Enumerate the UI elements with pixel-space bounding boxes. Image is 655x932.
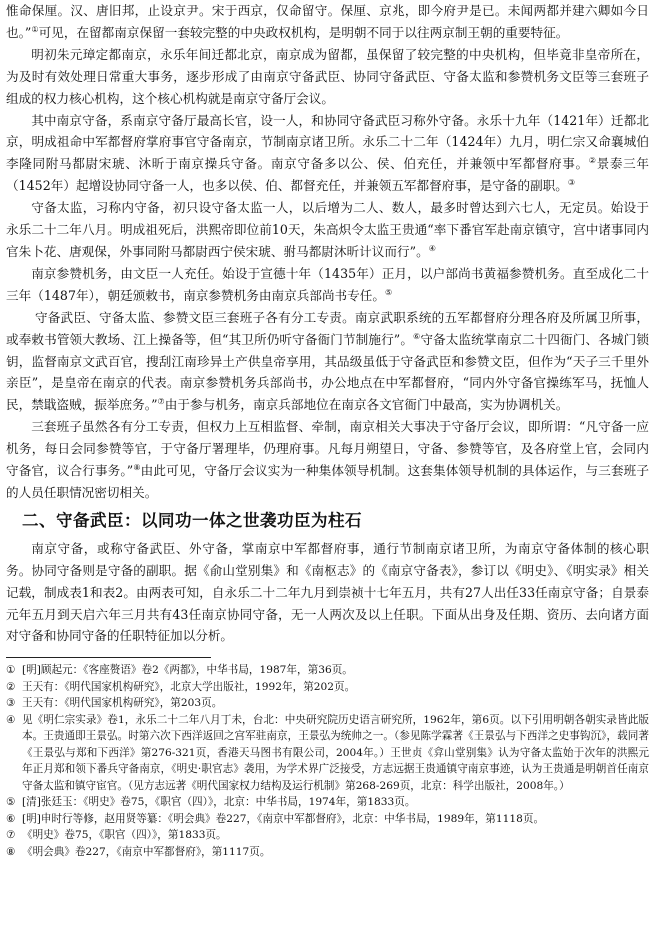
paragraph-list	[6, 0, 649, 504]
footnote-marker[interactable]: ⑤	[385, 287, 393, 297]
footnote-number: ⑤	[6, 796, 16, 809]
paragraph-text: 可见，在留都南京保留一套较完整的中央政权机构，是明朝不同于以往两京制王朝的重要特征。	[38, 24, 569, 40]
paragraph-text: 由此可见，守备厅会议实为一种集体领导机制。这套集体领导机制的具体运作，与三套班子的人员任职情况密切相关。	[6, 463, 649, 500]
paragraph-text: 其中南京守备，系南京守备厅最高长官，设一人，和协同守备武臣习称外守备。永乐十九年（1421年）迁都北京，明成祖命中军都督府掌府事官守备南京，节制南京诸卫所。永乐二十二年（1424年）九月，明仁宗又命襄城伯李隆同附马都尉宋琥、沐昕于南京操兵守备。南京守备多以公、侯、伯充任，并兼领中军都督府事。	[6, 112, 649, 172]
footnote-marker[interactable]: ①	[31, 24, 39, 34]
footnote-text: 见《明仁宗实录》卷1，永乐二十二年八月丁未，台北：中央研究院历史语言研究所，1962年，第6页。以下引用明朝各朝实录皆此版本。王贵通即王景弘。时第六次下西洋返回之宫军驻南京，王景弘为统帅之一。（参见陈学霖著《王景弘与下西洋之史事钩沉》，载同著《王景弘与郑和下西洋》第276-321页，香港天马图书有限公司，2004年。）王世贞《弇山堂别集》认为守备太监始于次年的洪熙元年正月郑和领下番兵守备南京，《明史·职官志》袭用，为学术界广泛接受，方志远据王贵通镇守南京事迹，认为王贵通是明朝首任南京守备太监和镇守宦官。（见方志远著《明代国家权力结构及运行机制》第268-269页，北京：科学出版社，2008年。）	[22, 713, 649, 792]
footnote-text: 王天有：《明代国家机构研究》，北京大学出版社，1992年，第202页。	[22, 680, 356, 693]
paragraph	[6, 307, 649, 417]
paragraph-text: 明初朱元璋定都南京，永乐年间迁都北京，南京成为留都，虽保留了较完整的中央机构，但毕竟非皇帝所在，为及时有效处理日常重大事务，逐步形成了由南京守备武臣、协同守备武臣、守备太监和参赞机务文臣等三套班子组成的权力核心机构，这个核心机构就是南京守备厅会议。	[6, 46, 649, 106]
footnote	[6, 811, 649, 828]
paragraph-text: 守备太监统掌南京二十四衙门、各城门锁钥，监督南京文武百官，搜刮江南珍异土产供皇帝享用，其品级虽低于守备武臣和参赞文臣，但作为“天子三千里外亲臣”，是皇帝在南京的代表。南京参赞机务兵部尚书，办公地点在中军都督府，“同内外守备官操练军马，抚恤人民，禁戢盗贼，振举庶务。”	[6, 331, 649, 413]
footnote-text: [清]张廷玉：《明史》卷75，《职官（四）》，北京：中华书局，1974年，第1833页。	[22, 796, 416, 809]
paragraph	[6, 416, 649, 504]
footnote-text: 王天有：《明代国家机构研究》，第203页。	[22, 697, 223, 710]
paragraph-text: 由于参与机务，南京兵部地位在南京各文官衙门中最高，实为协调机关。	[164, 397, 569, 413]
paragraph-text: 三套班子虽然各有分工专责，但权力上互相监督、牵制，南京相关大事决于守备厅会议，即所谓：“凡守备一应机务，每日会同参赞等官，于守备厅署理毕，仍理府事。凡每月朔望日，守备、参赞等官，及各府堂上官，会同内守备官，议合行事务。”	[6, 419, 649, 479]
footnote	[6, 662, 649, 679]
footnote-number: ⑧	[6, 845, 16, 858]
footnote-text: 《明会典》卷227，《南京中军都督府》，第1117页。	[22, 845, 271, 858]
paragraph-text: 守备武臣、守备太监、参赞文臣三套班子各有分工专责。南京武职系统的五军都督府分理各府及所属卫所事，或奉敕书管领大教场、江上操备等，但“其卫所仍听守备衙门节制施行”。	[6, 309, 649, 347]
footnote-marker[interactable]: ⑧	[133, 462, 141, 472]
paragraph	[6, 110, 649, 198]
footnote-divider	[6, 657, 211, 658]
footnote-marker[interactable]: ⑥	[413, 331, 421, 341]
footnote-text: [明]申时行等修，赵用贤等纂：《明会典》卷227，《南京中军都督府》，北京：中华书局，1989年，第1118页。	[22, 812, 545, 825]
footnote-marker[interactable]: ④	[428, 243, 436, 253]
footnote-text: [明]顾起元：《客座赘语》卷2《两都》，中华书局，1987年，第36页。	[22, 664, 353, 677]
section-2	[6, 508, 649, 648]
paragraph	[6, 44, 649, 110]
footnote-text: 《明史》卷75，《职官（四）》，第1833页。	[22, 829, 227, 842]
paragraph-text: 景泰三年（1452年）起增设协同守备一人，也多以侯、伯、都督充任，并兼领五军都督府事，是守备的副职。	[6, 156, 649, 194]
footnote	[6, 695, 649, 712]
paragraph-text: 南京参赞机务，由文臣一人充任。始设于宣德十年（1435年）正月，以户部尚书黄福参赞机务。直至成化二十三年（1487年），朝廷颁敕书，南京参赞机务由南京兵部尚书专任。	[6, 265, 649, 303]
footnotes	[6, 662, 649, 860]
footnote-number: ④	[6, 713, 16, 726]
footnote-marker[interactable]: ③	[567, 178, 576, 188]
paragraph	[6, 0, 649, 44]
footnote	[6, 827, 649, 844]
footnote-number: ⑦	[6, 829, 16, 842]
section-paragraph: 南京守备，或称守备武臣、外守备，掌南京中军都督府事，通行节制南京诸卫所，为南京守备体制的核心职务。协同守备则是守备的副职。据《俞山堂别集》和《南枢志》的《南京守备表》，参订以《明史》、《明实录》相关记载，制成表1和表2。由两表可知，自永乐二十二年九月到崇祯十七年五月，共有27人出任33任南京守备；自景泰元年五月到天启六年三月共有43任南京协同守备，无一人两次及以上任职。下面从出身及任期、资历、去向诸方面对守备和协同守备的任职特征加以分析。	[6, 540, 649, 644]
paragraph-text: 守备太监，习称内守备，初只设守备太监一人，以后增为二人、数人，最多时曾达到六七人，无定员。始设于永乐二十二年八月。明成祖死后，洪熙帝即位前10天，朱高炽令太监王贵通“率下番官军赴南京镇守，宫中诸事同内官朱卜花、唐观保，外事同附马都尉西宁侯宋琥、驸马都尉沐昕计议而行”。	[6, 200, 649, 259]
footnote	[6, 844, 649, 861]
footnote	[6, 712, 649, 795]
footnote-marker[interactable]: ②	[588, 156, 597, 166]
section-heading: 二、守备武臣：以同功一体之世袭功臣为柱石	[22, 510, 362, 530]
paragraph	[6, 263, 649, 307]
paragraph	[6, 197, 649, 263]
footnote-number: ⑥	[6, 812, 16, 825]
footnote	[6, 794, 649, 811]
footnote-marker[interactable]: ⑦	[157, 397, 165, 407]
footnote	[6, 679, 649, 696]
paragraph-text: 惟命保厘。汉、唐旧邦，止设京尹。宋于西京，仅命留守。保厘、京兆，即今府尹是已。未闻两都并建六卿如今日也。”	[6, 3, 649, 40]
footnote-number: ①	[6, 664, 16, 677]
body-text	[6, 0, 649, 647]
footnote-number: ②	[6, 680, 16, 693]
footnote-number: ③	[6, 697, 16, 710]
